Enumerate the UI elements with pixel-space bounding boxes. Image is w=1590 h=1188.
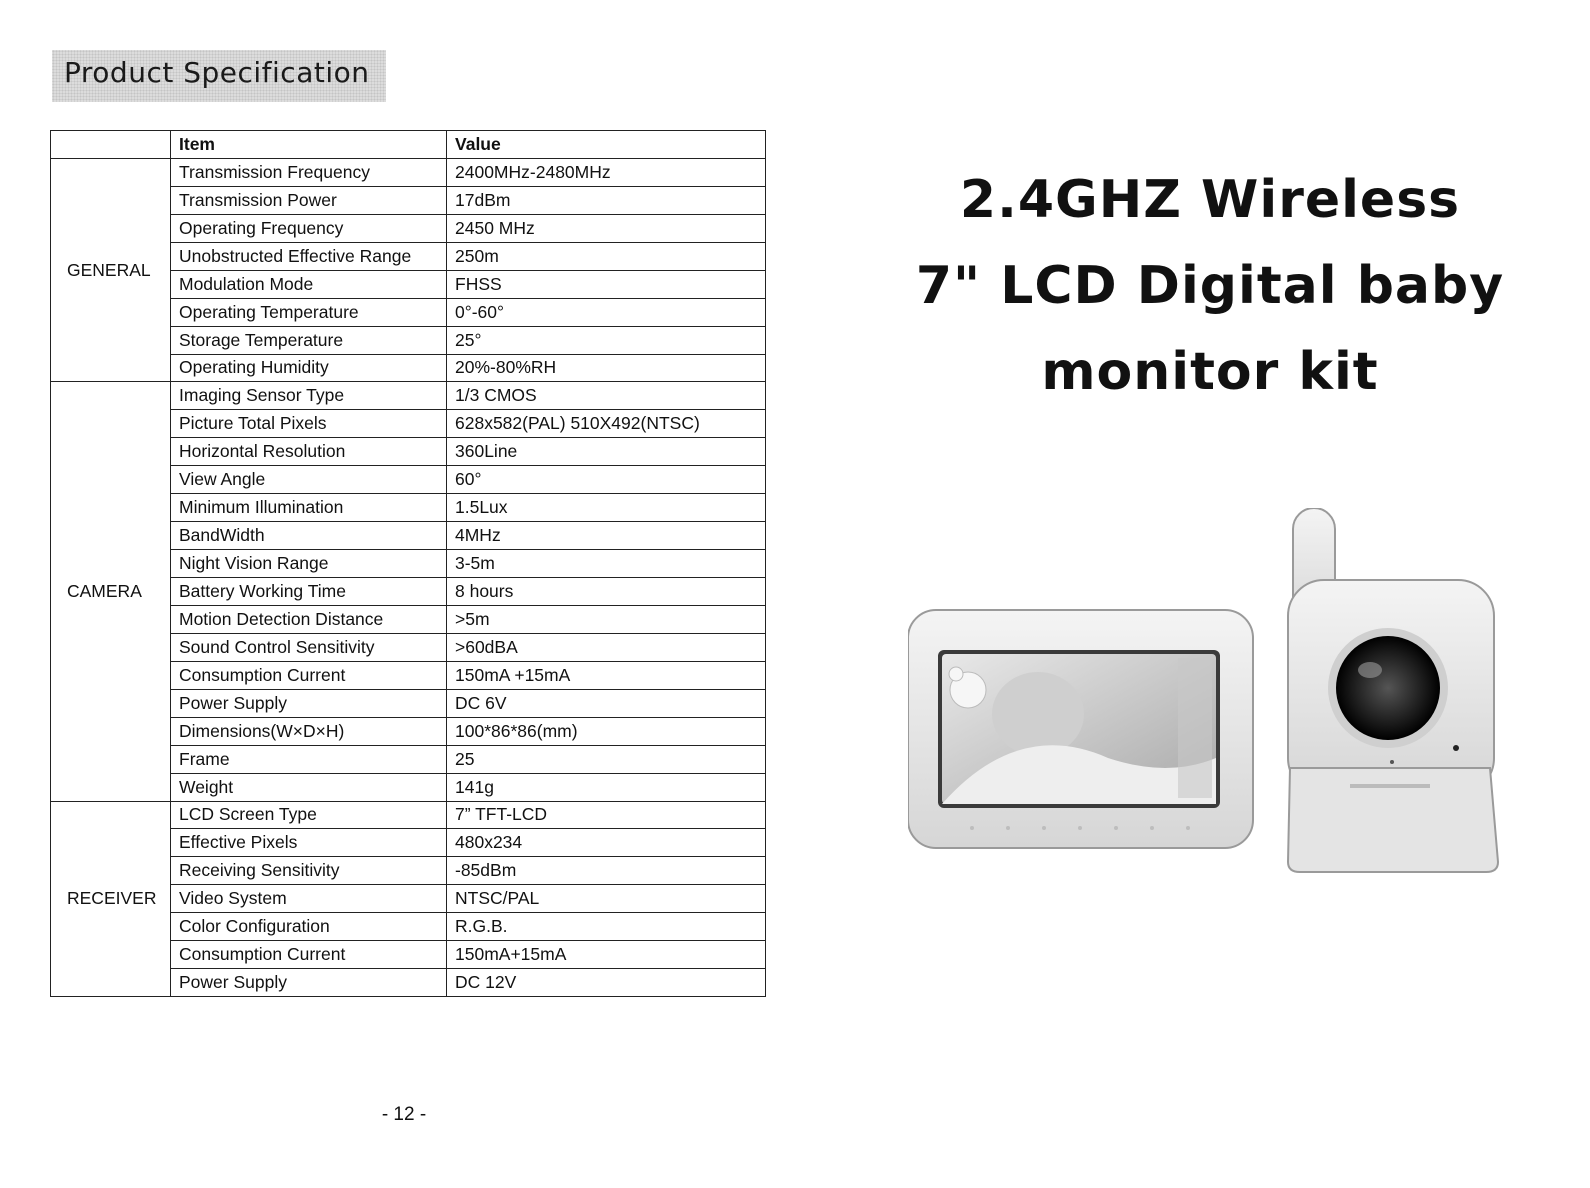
spec-item-cell: Transmission Frequency [171,158,447,186]
spec-value-cell: 20%-80%RH [447,354,766,382]
spec-item-cell: Operating Temperature [171,298,447,326]
spec-table [50,130,766,997]
spec-item-cell: LCD Screen Type [171,801,447,829]
spec-value-cell: FHSS [447,270,766,298]
spec-item-cell: Dimensions(W×D×H) [171,717,447,745]
page-number: - 12 - [381,1104,427,1125]
spec-item-cell: Minimum Illumination [171,494,447,522]
spec-item-cell: Storage Temperature [171,326,447,354]
spec-item-cell: Sound Control Sensitivity [171,633,447,661]
title-line-3: monitor kit [1041,342,1379,402]
spec-item-cell: Operating Humidity [171,354,447,382]
spec-table-header-row [51,131,766,159]
spec-value-cell: 100*86*86(mm) [447,717,766,745]
spec-item-cell: Power Supply [171,689,447,717]
spec-value-cell: >5m [447,605,766,633]
spec-value-cell: 3-5m [447,550,766,578]
spec-value-cell: >60dBA [447,633,766,661]
spec-value-cell: 0°-60° [447,298,766,326]
spec-value-cell: 250m [447,242,766,270]
spec-value-cell: -85dBm [447,857,766,885]
spec-value-cell: 25° [447,326,766,354]
spec-group-label: RECEIVER [51,801,171,997]
spec-value-cell: 4MHz [447,522,766,550]
spec-value-cell: 8 hours [447,578,766,606]
spec-table-body [51,158,766,996]
spec-item-cell: Receiving Sensitivity [171,857,447,885]
spec-group-label: GENERAL [51,158,171,382]
spec-header-group [51,131,171,159]
spec-value-cell: 17dBm [447,186,766,214]
spec-row [51,382,766,410]
spec-value-cell: 2450 MHz [447,214,766,242]
spec-value-cell: DC 12V [447,969,766,997]
spec-item-cell: Modulation Mode [171,270,447,298]
spec-item-cell: Frame [171,745,447,773]
spec-item-cell: Operating Frequency [171,214,447,242]
spec-value-cell: 480x234 [447,829,766,857]
spec-value-cell: 2400MHz-2480MHz [447,158,766,186]
section-header-band [52,50,386,102]
spec-value-cell: 150mA +15mA [447,661,766,689]
spec-item-cell: Consumption Current [171,941,447,969]
spec-item-cell: Effective Pixels [171,829,447,857]
spec-item-cell: Imaging Sensor Type [171,382,447,410]
spec-item-cell: View Angle [171,466,447,494]
spec-item-cell: Transmission Power [171,186,447,214]
spec-item-cell: Picture Total Pixels [171,410,447,438]
spec-value-cell: 628x582(PAL) 510X492(NTSC) [447,410,766,438]
section-title: Product Specification [64,56,370,89]
spec-value-cell: NTSC/PAL [447,885,766,913]
spec-item-cell: Power Supply [171,969,447,997]
lcd-monitor-unit [908,610,1253,848]
spec-value-cell: 360Line [447,438,766,466]
spec-row [51,801,766,829]
spec-item-cell: Color Configuration [171,913,447,941]
title-line-2: 7" LCD Digital baby [915,256,1505,316]
spec-item-cell: BandWidth [171,522,447,550]
spec-value-cell: 150mA+15mA [447,941,766,969]
spec-header-value: Value [447,131,766,159]
spec-item-cell: Motion Detection Distance [171,605,447,633]
spec-item-cell: Night Vision Range [171,550,447,578]
title-line-1: 2.4GHZ Wireless [959,170,1461,230]
spec-value-cell: 60° [447,466,766,494]
spec-row [51,158,766,186]
spec-item-cell: Weight [171,773,447,801]
spec-value-cell: 141g [447,773,766,801]
spec-value-cell: R.G.B. [447,913,766,941]
spec-value-cell: 1/3 CMOS [447,382,766,410]
spec-value-cell: 25 [447,745,766,773]
spec-item-cell: Unobstructed Effective Range [171,242,447,270]
spec-value-cell: DC 6V [447,689,766,717]
spec-group-label: CAMERA [51,382,171,801]
spec-item-cell: Video System [171,885,447,913]
spec-item-cell: Horizontal Resolution [171,438,447,466]
spec-item-cell: Battery Working Time [171,578,447,606]
spec-value-cell: 7” TFT-LCD [447,801,766,829]
spec-item-cell: Consumption Current [171,661,447,689]
spec-header-item: Item [171,131,447,159]
spec-value-cell: 1.5Lux [447,494,766,522]
product-photo [908,508,1508,888]
camera-unit [1288,508,1498,872]
